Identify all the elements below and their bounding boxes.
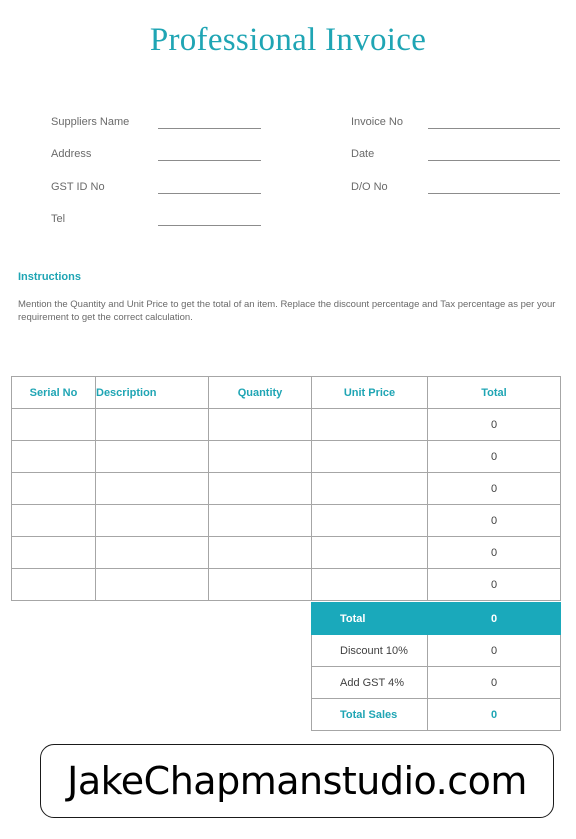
brand-text: JakeChapmanstudio.com: [67, 759, 527, 803]
instructions-heading: Instructions: [18, 271, 81, 283]
tel-field[interactable]: [158, 225, 261, 226]
header-quantity: Quantity: [209, 377, 312, 409]
quantity-cell[interactable]: [209, 441, 312, 473]
table-row: [12, 537, 561, 569]
quantity-cell[interactable]: [209, 569, 312, 601]
summary-gst-row: [312, 667, 561, 699]
summary-total-value: 0: [428, 603, 561, 635]
summary-discount-value: 0: [428, 635, 561, 667]
quantity-cell[interactable]: [209, 409, 312, 441]
description-cell[interactable]: [96, 569, 209, 601]
table-row: [12, 473, 561, 505]
invoice-no-label: Invoice No: [351, 116, 403, 128]
header-unit-price: Unit Price: [312, 377, 428, 409]
description-cell[interactable]: [96, 409, 209, 441]
quantity-cell[interactable]: [209, 473, 312, 505]
items-table: [11, 376, 561, 601]
table-header-row: [12, 377, 561, 409]
quantity-cell[interactable]: [209, 537, 312, 569]
description-cell[interactable]: [96, 473, 209, 505]
unit-price-cell[interactable]: [312, 505, 428, 537]
table-row: [12, 441, 561, 473]
description-cell[interactable]: [96, 537, 209, 569]
total-cell: 0: [428, 409, 561, 441]
header-total: Total: [428, 377, 561, 409]
date-field[interactable]: [428, 160, 560, 161]
invoice-title: Professional Invoice: [149, 22, 427, 58]
quantity-cell[interactable]: [209, 505, 312, 537]
do-no-field[interactable]: [428, 193, 560, 194]
serial-cell[interactable]: [12, 441, 96, 473]
do-no-label: D/O No: [351, 181, 388, 193]
unit-price-cell[interactable]: [312, 441, 428, 473]
instructions-text: Mention the Quantity and Unit Price to get the total of an item. Replace the discount percentage and Tax percentage as per your requirement to get the correct calculation.: [18, 299, 556, 323]
invoice-no-field[interactable]: [428, 128, 560, 129]
summary-table: [311, 602, 561, 731]
summary-discount-row: [312, 635, 561, 667]
summary-gst-value: 0: [428, 667, 561, 699]
serial-cell[interactable]: [12, 473, 96, 505]
unit-price-cell[interactable]: [312, 409, 428, 441]
description-cell[interactable]: [96, 441, 209, 473]
serial-cell[interactable]: [12, 409, 96, 441]
summary-gst-label: Add GST 4%: [312, 667, 428, 699]
date-label: Date: [351, 148, 375, 160]
total-cell: 0: [428, 537, 561, 569]
summary-total-row: [312, 603, 561, 635]
total-cell: 0: [428, 473, 561, 505]
tel-label: Tel: [51, 213, 66, 225]
serial-cell[interactable]: [12, 569, 96, 601]
summary-sales-row: [312, 699, 561, 731]
table-row: [12, 409, 561, 441]
unit-price-cell[interactable]: [312, 473, 428, 505]
total-cell: 0: [428, 569, 561, 601]
gst-id-label: GST ID No: [51, 181, 105, 193]
unit-price-cell[interactable]: [312, 537, 428, 569]
serial-cell[interactable]: [12, 537, 96, 569]
serial-cell[interactable]: [12, 505, 96, 537]
total-cell: 0: [428, 441, 561, 473]
header-description: Description: [96, 377, 209, 409]
summary-sales-value: 0: [428, 699, 561, 731]
unit-price-cell[interactable]: [312, 569, 428, 601]
address-label: Address: [51, 148, 92, 160]
summary-total-label: Total: [312, 603, 428, 635]
suppliers-name-label: Suppliers Name: [51, 116, 130, 128]
summary-sales-label: Total Sales: [312, 699, 428, 731]
total-cell: 0: [428, 505, 561, 537]
address-field[interactable]: [158, 160, 261, 161]
summary-discount-label: Discount 10%: [312, 635, 428, 667]
brand-banner: [40, 744, 554, 818]
header-serial-no: Serial No: [12, 377, 96, 409]
gst-id-field[interactable]: [158, 193, 261, 194]
description-cell[interactable]: [96, 505, 209, 537]
table-row: [12, 505, 561, 537]
suppliers-name-field[interactable]: [158, 128, 261, 129]
table-row: [12, 569, 561, 601]
